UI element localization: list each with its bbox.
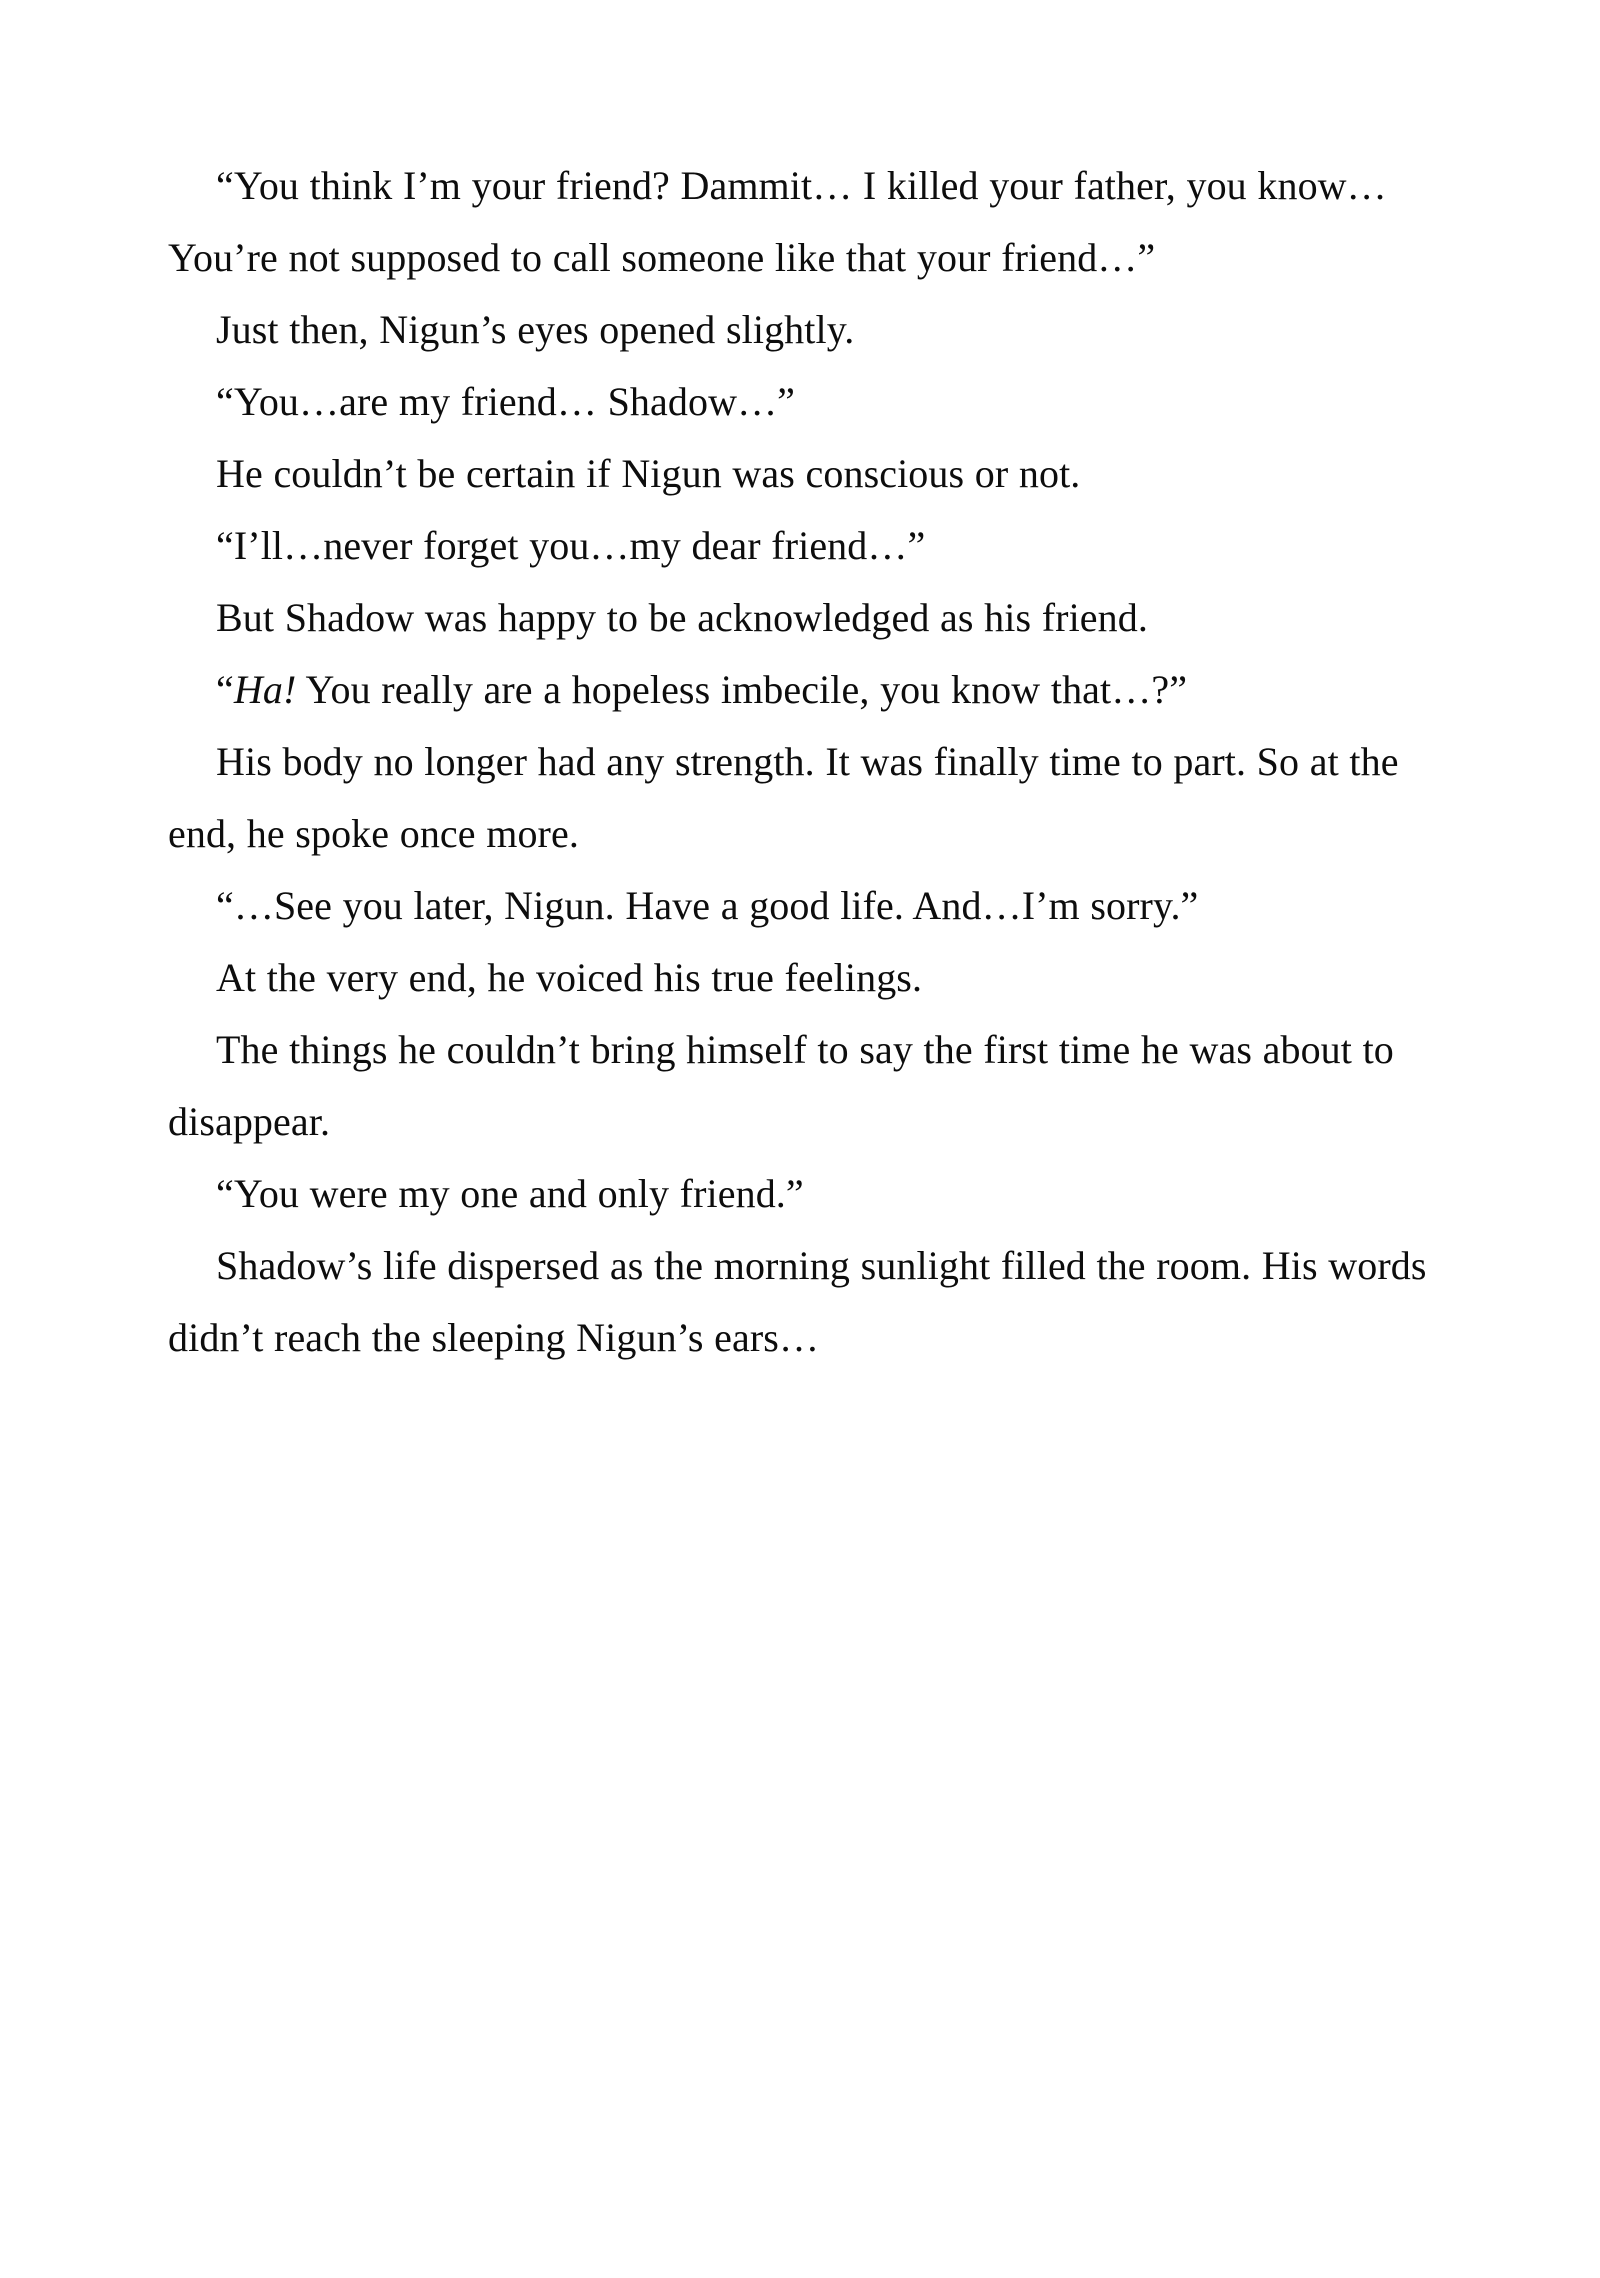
paragraph: The things he couldn’t bring himself to say the first time he was about to disappear. bbox=[168, 1027, 1394, 1144]
paragraph: Just then, Nigun’s eyes opened slightly. bbox=[216, 307, 855, 352]
paragraph: At the very end, he voiced his true feelings. bbox=[216, 955, 923, 1000]
paragraph: “You think I’m your friend? Dammit… I killed your father, you know… You’re not supposed to call someone like that your friend…” bbox=[168, 163, 1387, 280]
paragraph: Shadow’s life dispersed as the morning sunlight filled the room. His words didn’t reach the sleeping Nigun’s ears… bbox=[168, 1243, 1427, 1360]
paragraph-remainder: You really are a hopeless imbecile, you know that…?” bbox=[296, 667, 1188, 712]
paragraph: “I’ll…never forget you…my dear friend…” bbox=[216, 523, 926, 568]
paragraph: His body no longer had any strength. It was finally time to part. So at the end, he spoke once more. bbox=[168, 739, 1399, 856]
open-quote: “ bbox=[216, 667, 234, 712]
paragraph: “…See you later, Nigun. Have a good life. And…I’m sorry.” bbox=[216, 883, 1199, 928]
paragraph: He couldn’t be certain if Nigun was conscious or not. bbox=[216, 451, 1081, 496]
paragraph: But Shadow was happy to be acknowledged as his friend. bbox=[216, 595, 1148, 640]
italic-emphasis: Ha! bbox=[233, 667, 297, 712]
paragraph-with-italic bbox=[168, 654, 1458, 726]
paragraph: “You were my one and only friend.” bbox=[216, 1171, 804, 1216]
paragraph: “You…are my friend… Shadow…” bbox=[216, 379, 796, 424]
page-text-block bbox=[168, 150, 1458, 1374]
